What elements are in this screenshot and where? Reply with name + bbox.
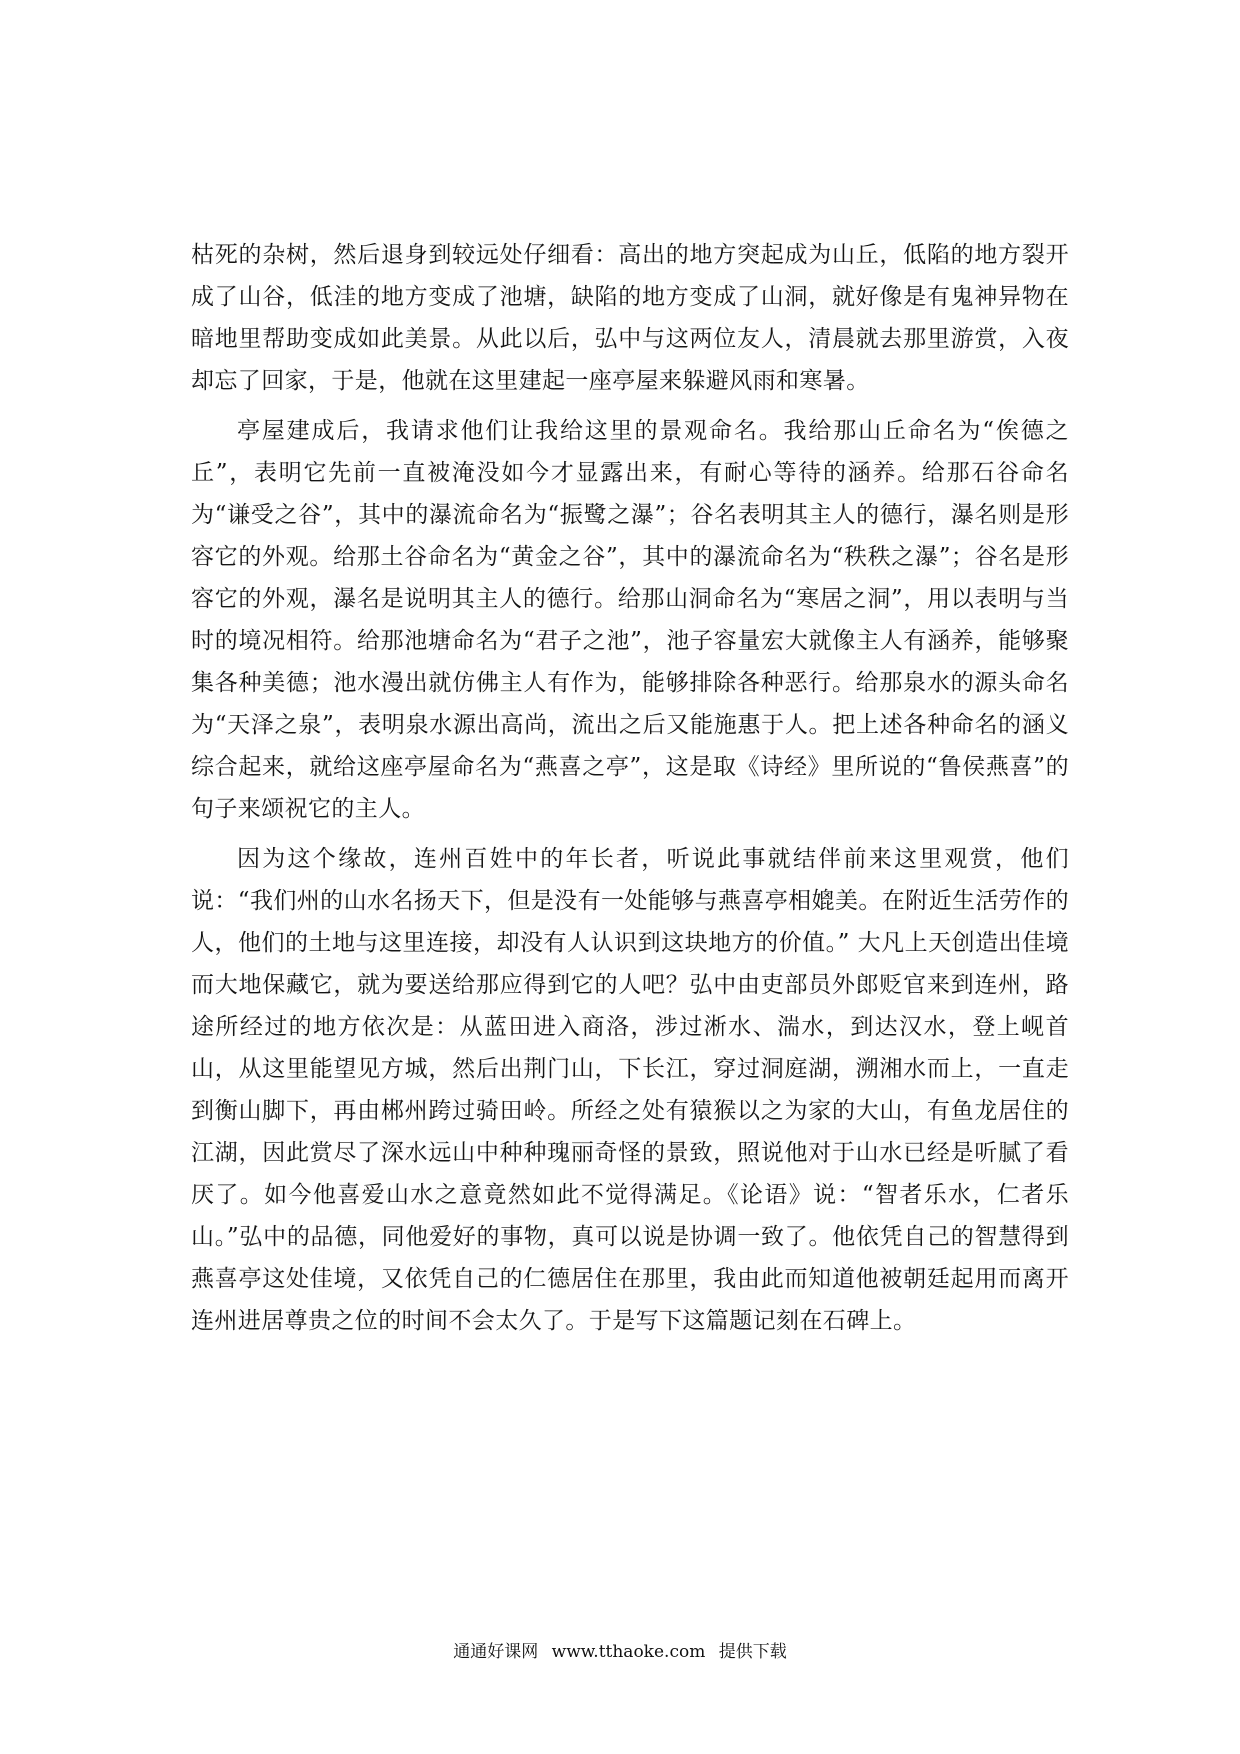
paragraph-1: 枯死的杂树，然后退身到较远处仔细看：高出的地方突起成为山丘，低陷的地方裂开成了山谷，低洼的地方变成了池塘，缺陷的地方变成了山洞，就好像是有鬼神异物在暗地里帮助变成如此美景。从此以后，弘中与这两位友人，清晨就去那里游赏，入夜却忘了回家，于是，他就在这里建起一座亭屋来躲避风雨和寒暑。 bbox=[191, 242, 1069, 394]
footer-suffix: 提供下载 bbox=[718, 1642, 787, 1662]
footer-url: www.tthaoke.com bbox=[551, 1642, 706, 1662]
paragraph-3: 因为这个缘故，连州百姓中的年长者，听说此事就结伴前来这里观赏，他们说：“我们州的山水名扬天下，但是没有一处能够与燕喜亭相媲美。在附近生活劳作的人，他们的土地与这里连接，却没有人认识到这块地方的价值。” 大凡上天创造出佳境而大地保藏它，就为要送给那应得到它的人吧？弘中由吏部员外郎贬官来到连州，路途所经过的地方依次是：从蓝田进入商洛，涉过淅水、湍水，到达汉水，登上岘首山，从这里能望见方城，然后出荆门山，下长江，穿过洞庭湖，溯湘水而上，一直走到衡山脚下，再由郴州跨过骑田岭。所经之处有猿猴以之为家的大山，有鱼龙居住的江湖，因此赏尽了深水远山中种种瑰丽奇怪的景致，照说他对于山水已经是听腻了看厌了。如今他喜爱山水之意竟然如此不觉得满足。《论语》说：“智者乐水，仁者乐山。”弘中的品德，同他爱好的事物，真可以说是协调一致了。他依凭自己的智慧得到燕喜亭这处佳境，又依凭自己的仁德居住在那里，我由此而知道他被朝廷起用而离开连州进居尊贵之位的时间不会太久了。于是写下这篇题记刻在石碑上。 bbox=[191, 846, 1069, 1334]
page-footer bbox=[0, 1640, 1240, 1664]
paragraph-2: 亭屋建成后，我请求他们让我给这里的景观命名。我给那山丘命名为“俟德之丘”，表明它先前一直被淹没如今才显露出来，有耐心等待的涵养。给那石谷命名为“谦受之谷”，其中的瀑流命名为“振鹭之瀑”；谷名表明其主人的德行，瀑名则是形容它的外观。给那土谷命名为“黄金之谷”，其中的瀑流命名为“秩秩之瀑”；谷名是形容它的外观，瀑名是说明其主人的德行。给那山洞命名为“寒居之洞”，用以表明与当时的境况相符。给那池塘命名为“君子之池”，池子容量宏大就像主人有涵养，能够聚集各种美德；池水漫出就仿佛主人有作为，能够排除各种恶行。给那泉水的源头命名为“天泽之泉”，表明泉水源出高尚，流出之后又能施惠于人。把上述各种命名的涵义综合起来，就给这座亭屋命名为“燕喜之亭”，这是取《诗经》里所说的“鲁侯燕喜”的句子来颂祝它的主人。 bbox=[191, 418, 1069, 822]
document-body bbox=[191, 234, 1069, 1342]
footer-site-name: 通通好课网 bbox=[453, 1642, 539, 1662]
